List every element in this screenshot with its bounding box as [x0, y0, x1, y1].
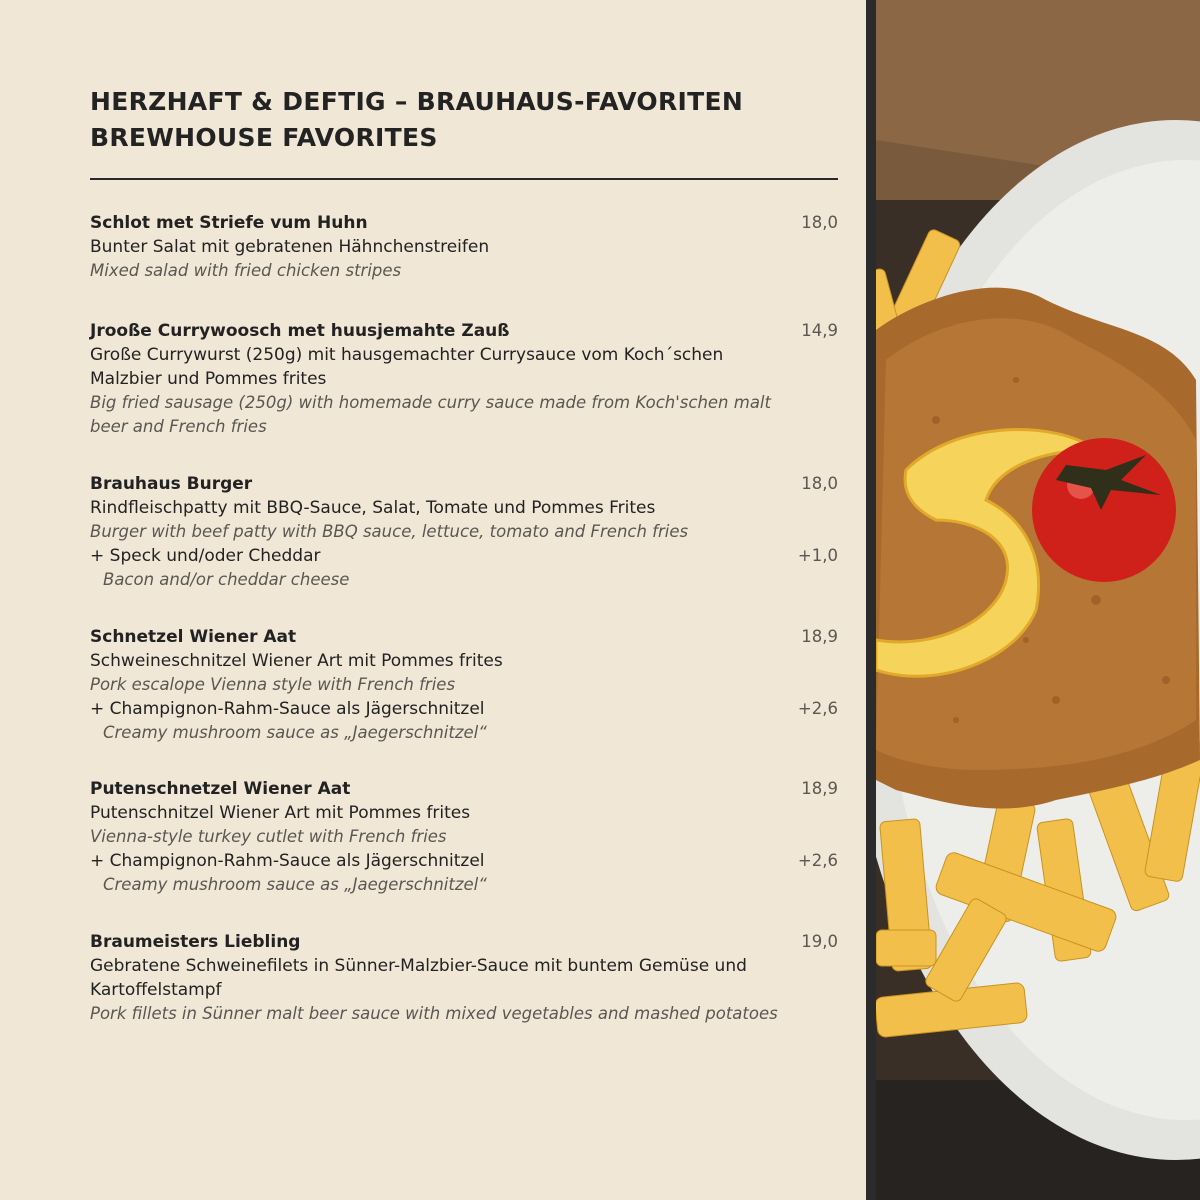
- item-description-en: Pork fillets in Sünner malt beer sauce with mixed vegetables and mashed potatoes: [90, 1004, 778, 1023]
- menu-item: [90, 472, 838, 592]
- addon-price: +1,0: [797, 546, 838, 565]
- addon-price: +2,6: [797, 851, 838, 870]
- item-price: 18,9: [801, 627, 838, 646]
- title-line-english: BREWHOUSE FAVORITES: [90, 123, 438, 152]
- item-description-de: Rindfleischpatty mit BBQ-Sauce, Salat, Tomate und Pommes Frites: [90, 498, 656, 518]
- page-title: [90, 84, 850, 156]
- addon-description-en: Creamy mushroom sauce as „Jaegerschnitzel“: [103, 875, 487, 894]
- menu-item: [90, 211, 838, 283]
- item-description-en: Mixed salad with fried chicken stripes: [90, 261, 402, 280]
- addon-description-en: Bacon and/or cheddar cheese: [103, 570, 350, 589]
- item-name: Schlot met Striefe vum Huhn: [90, 213, 368, 233]
- title-line-german: HERZHAFT & DEFTIG – BRAUHAUS-FAVORITEN: [90, 87, 744, 116]
- item-price: 18,0: [801, 213, 838, 232]
- item-price: 14,9: [801, 321, 838, 340]
- food-photo-illustration: [876, 0, 1200, 1200]
- menu-item: [90, 777, 838, 897]
- item-addon: + Champignon-Rahm-Sauce als Jägerschnitzel: [90, 699, 485, 719]
- item-description-de: Schweineschnitzel Wiener Art mit Pommes frites: [90, 651, 503, 671]
- menu-item: [90, 625, 838, 745]
- item-name: Putenschnetzel Wiener Aat: [90, 779, 351, 799]
- item-price: 18,9: [801, 779, 838, 798]
- item-description-de: Gebratene Schweinefilets in Sünner-Malzbier-Sauce mit buntem Gemüse und Kartoffelstampf: [90, 956, 747, 1000]
- item-name: Jrooße Currywoosch met huusjemahte Zauß: [90, 321, 510, 341]
- menu-item: [90, 319, 838, 439]
- item-name: Schnetzel Wiener Aat: [90, 627, 297, 647]
- item-description-en: Pork escalope Vienna style with French fries: [90, 675, 456, 694]
- item-addon: + Champignon-Rahm-Sauce als Jägerschnitzel: [90, 851, 485, 871]
- item-name: Brauhaus Burger: [90, 474, 253, 494]
- title-divider: [90, 178, 838, 180]
- item-description-de: Bunter Salat mit gebratenen Hähnchenstreifen: [90, 237, 490, 257]
- item-price: 19,0: [801, 932, 838, 951]
- item-description-en: Vienna-style turkey cutlet with French fries: [90, 827, 447, 846]
- item-description-en: Burger with beef patty with BBQ sauce, lettuce, tomato and French fries: [90, 522, 689, 541]
- schnitzel-plate-photo: [876, 0, 1200, 1200]
- addon-price: +2,6: [797, 699, 838, 718]
- panel-divider: [866, 0, 876, 1200]
- item-description-de: Große Currywurst (250g) mit hausgemachter Currysauce vom Koch´schen Malzbier und Pommes frites: [90, 345, 724, 389]
- item-name: Braumeisters Liebling: [90, 932, 301, 952]
- item-price: 18,0: [801, 474, 838, 493]
- item-addon: + Speck und/oder Cheddar: [90, 546, 321, 566]
- item-description-de: Putenschnitzel Wiener Art mit Pommes frites: [90, 803, 471, 823]
- addon-description-en: Creamy mushroom sauce as „Jaegerschnitzel“: [103, 723, 487, 742]
- item-description-en: Big fried sausage (250g) with homemade curry sauce made from Koch'schen malt beer and French fries: [90, 393, 771, 436]
- menu-item: [90, 930, 838, 1026]
